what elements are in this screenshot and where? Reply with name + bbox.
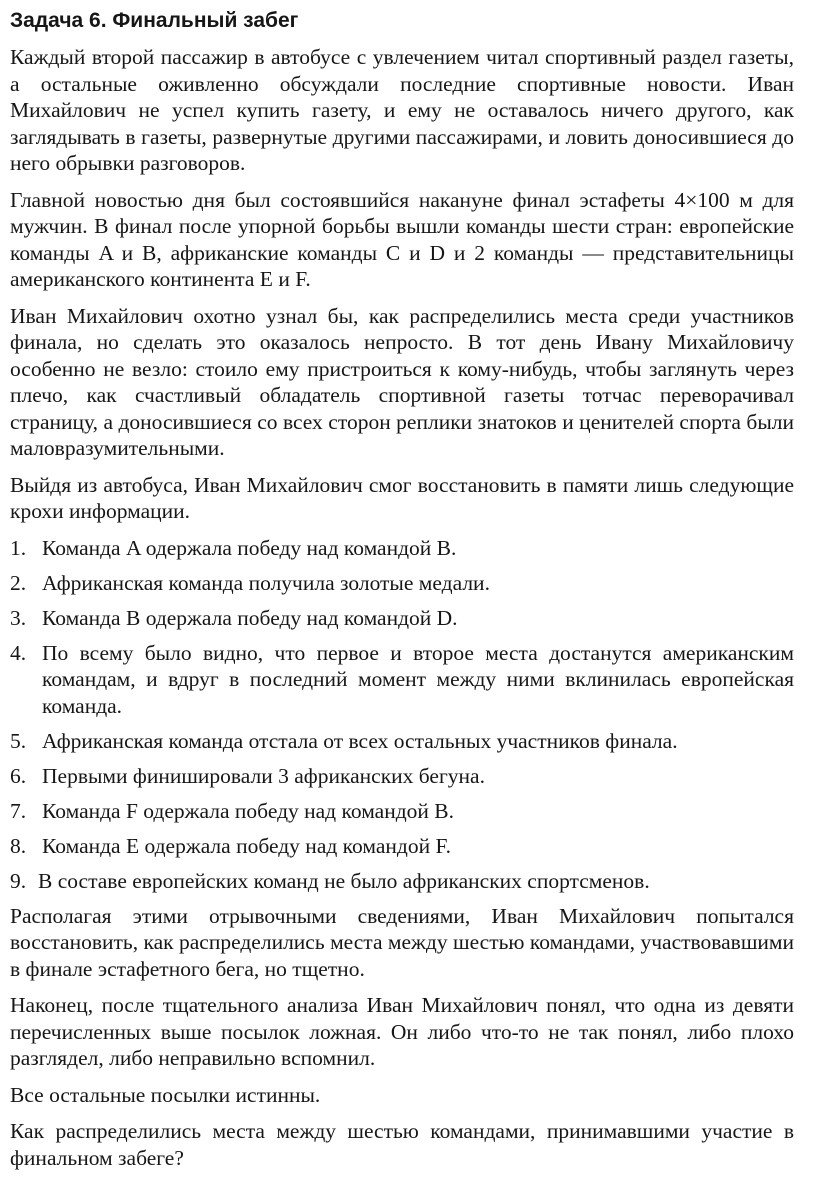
intro-paragraph-2: Главной новостью дня был состоявшийся накануне финал эстафеты 4×100 м для мужчин. В финал после упорной борьбы вышли команды шести стран: европейские команды A и B, африканские команды C и D и 2 команды — представительницы американского континента E и F.	[10, 187, 794, 291]
statement-number: 1.	[10, 535, 27, 560]
question-paragraph: Как распределились места между шестью командами, принимавшими участие в финальном забеге?	[10, 1119, 794, 1170]
statement-text: Команда B одержала победу над командой D.	[42, 605, 458, 630]
statement-number: 6.	[10, 763, 27, 788]
statement-item	[10, 535, 794, 562]
statement-number: 5.	[10, 728, 27, 753]
intro-paragraph-1: Каждый второй пассажир в автобусе с увлечением читал спортивный раздел газеты, а остальные оживленно обсуждали последние спортивные новости. Иван Михайлович не успел купить газету, и ему не оставалось ничего другого, как заглядывать в газеты, развернутые другими пассажирами, и ловить доносившиеся до него обрывки разговоров.	[10, 45, 794, 175]
statement-text: Африканская команда отстала от всех остальных участников финала.	[42, 728, 678, 753]
statement-number: 4.	[10, 640, 27, 665]
closing-paragraph-2: Наконец, после тщательного анализа Иван Михайлович понял, что одна из девяти перечисленных выше посылок ложная. Он либо что-то не так понял, либо плохо разглядел, либо неправильно вспомнил.	[10, 993, 794, 1070]
statement-number: 3.	[10, 605, 27, 630]
statement-item	[10, 833, 794, 860]
statement-number: 2.	[10, 570, 27, 595]
intro-paragraph-3: Иван Михайлович охотно узнал бы, как распределились места среди участников финала, но сделать это оказалось непросто. В тот день Ивану Михайловичу особенно не везло: стоило ему пристроиться к кому-нибудь, чтобы заглянуть через плечо, как счастливый обладатель спортивной газеты тотчас переворачивал страницу, а доносившиеся со всех сторон реплики знатоков и ценителей спорта были маловразумительными.	[10, 303, 794, 460]
statement-number: 7.	[10, 798, 27, 823]
statement-text: Команда F одержала победу над командой B.	[42, 798, 454, 823]
problem-title: Задача 6. Финальный забег	[10, 9, 299, 32]
statement-item	[10, 728, 794, 755]
intro-paragraph-4: Выйдя из автобуса, Иван Михайлович смог восстановить в памяти лишь следующие крохи информации.	[10, 472, 794, 523]
statement-text: Первыми финишировали 3 африканских бегуна.	[42, 763, 485, 788]
statement-text: Команда A одержала победу над командой B.	[42, 535, 457, 560]
statement-item	[10, 763, 794, 790]
statement-text: Команда E одержала победу над командой F.	[42, 833, 452, 858]
statement-number: 9.	[10, 868, 27, 893]
closing-paragraph-3: Все остальные посылки истинны.	[10, 1082, 321, 1107]
statement-number: 8.	[10, 833, 27, 858]
statement-item	[10, 605, 794, 632]
statement-text: По всему было видно, что первое и второе места достанутся американским командам, и вдруг в последний момент между ними вклинилась европейская команда.	[42, 640, 794, 718]
statements-list	[10, 535, 794, 895]
statement-item	[10, 640, 794, 720]
statement-item	[10, 570, 794, 597]
closing-paragraph-1: Располагая этими отрывочными сведениями, Иван Михайлович попытался восстановить, как распределились места между шестью командами, участвовавшими в финале эстафетного бега, но тщетно.	[10, 903, 794, 981]
statement-item	[10, 798, 794, 825]
statement-item	[10, 868, 794, 895]
statement-text: В составе европейских команд не было африканских спортсменов.	[38, 868, 650, 893]
statement-text: Африканская команда получила золотые медали.	[42, 570, 490, 595]
